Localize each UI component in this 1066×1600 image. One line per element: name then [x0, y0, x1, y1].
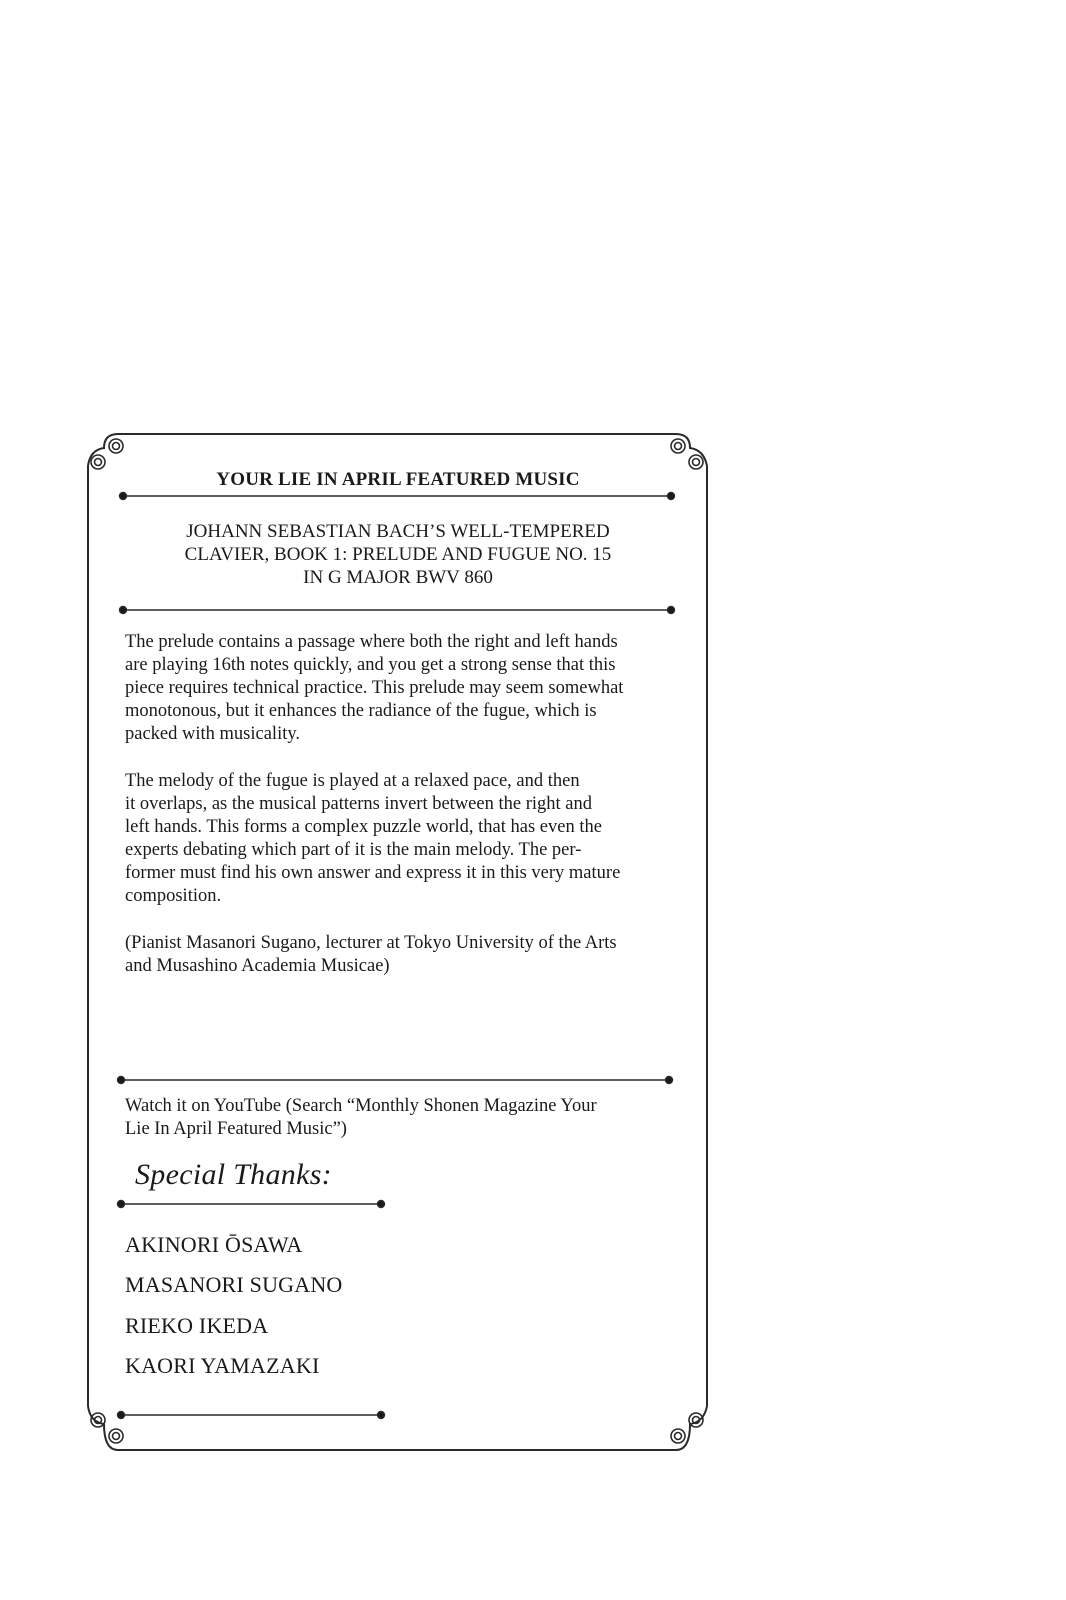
- text-line: Lie In April Featured Music”): [125, 1119, 347, 1139]
- swirl-bottom-right-icon: [671, 1413, 703, 1443]
- text-line: Watch it on YouTube (Search “Monthly Shonen Magazine Your: [125, 1096, 597, 1116]
- text-line: left hands. This forms a complex puzzle world, that has even the: [125, 817, 602, 837]
- piece-title-line: CLAVIER, BOOK 1: PRELUDE AND FUGUE NO. 15: [184, 544, 612, 565]
- text-line: piece requires technical practice. This prelude may seem somewhat: [125, 678, 624, 698]
- text-line: (Pianist Masanori Sugano, lecturer at Tokyo University of the Arts: [125, 933, 617, 953]
- credit-paragraph: [125, 932, 685, 978]
- swirl-top-left-icon: [91, 439, 123, 469]
- text-line: packed with musicality.: [125, 724, 301, 744]
- text-line: monotonous, but it enhances the radiance of the fugue, which is: [125, 701, 597, 721]
- text-line: composition.: [125, 886, 222, 906]
- piece-title: [125, 520, 671, 589]
- thanks-name: KAORI YAMAZAKI: [125, 1353, 320, 1378]
- divider-bottom: [118, 1412, 385, 1419]
- text-line: and Musashino Academia Musicae): [125, 956, 390, 976]
- piece-title-line: JOHANN SEBASTIAN BACH’S WELL-TEMPERED: [186, 521, 610, 542]
- divider-1: [120, 493, 675, 500]
- text-line: former must find his own answer and express it in this very mature: [125, 863, 621, 883]
- fugue-paragraph: [125, 770, 685, 908]
- special-thanks-title: Special Thanks:: [135, 1158, 332, 1191]
- piece-title-line: IN G MAJOR BWV 860: [303, 567, 493, 588]
- text-line: it overlaps, as the musical patterns invert between the right and: [125, 794, 592, 814]
- swirl-top-right-icon: [671, 439, 703, 469]
- text-line: The prelude contains a passage where both the right and left hands: [125, 632, 618, 652]
- text-line: experts debating which part of it is the main melody. The per-: [125, 840, 582, 860]
- text-line: The melody of the fugue is played at a relaxed pace, and then: [125, 771, 580, 791]
- section-heading: YOUR LIE IN APRIL FEATURED MUSIC: [216, 469, 580, 490]
- youtube-note: [125, 1095, 597, 1141]
- thanks-name: MASANORI SUGANO: [125, 1272, 343, 1297]
- divider-3: [118, 1077, 673, 1084]
- divider-2: [120, 607, 675, 614]
- divider-thanks: [118, 1201, 385, 1208]
- thanks-name: AKINORI ŌSAWA: [125, 1232, 303, 1257]
- text-line: are playing 16th notes quickly, and you get a strong sense that this: [125, 655, 616, 675]
- thanks-name: RIEKO IKEDA: [125, 1313, 269, 1338]
- prelude-paragraph: [125, 631, 685, 746]
